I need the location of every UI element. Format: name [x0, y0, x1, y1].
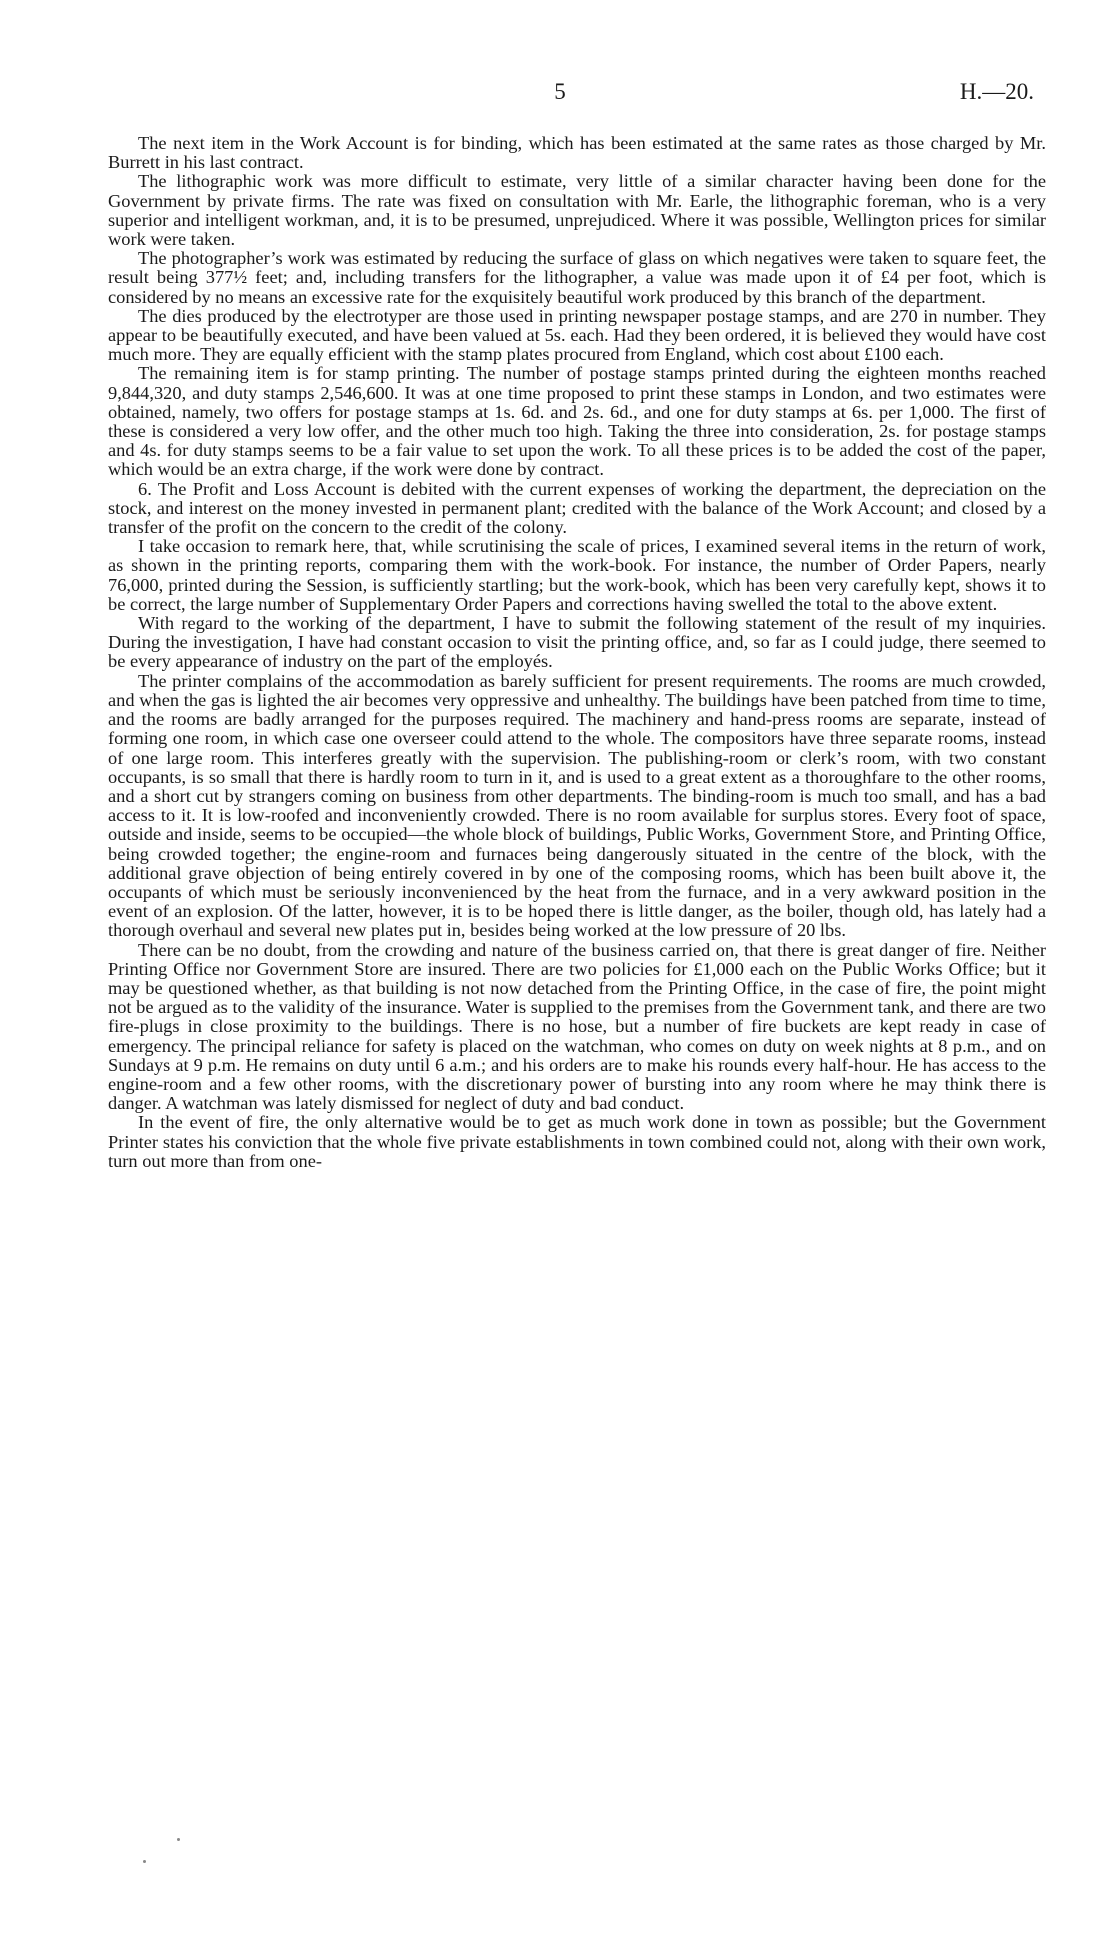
paragraph-binding: The next item in the Work Account is for binding, which has been estimated at the same rates as those charged by Mr. Burrett in his last contract. [108, 133, 1046, 173]
paragraph-lithographic: The lithographic work was more difficult to estimate, very little of a similar character having been done for the Government by private firms. The rate was fixed on consultation with Mr. Earle, the lithographic foreman, who is a very superior and intelligent workman, and, it is to be presumed, unprejudiced. Where it was possible, Wellington prices for similar work were taken. [108, 171, 1046, 250]
paragraph-working-of-department: With regard to the working of the department, I have to submit the following statement of the result of my inquiries. During the investigation, I have had constant occasion to visit the printing office, and, so far as I could judge, there seemed to be every appearance of industry on the part of the employés. [108, 613, 1046, 672]
body-text [108, 134, 1046, 1171]
paragraph-stamp-printing: The remaining item is for stamp printing. The number of postage stamps printed during the eighteen months reached 9,844,320, and duty stamps 2,546,600. It was at one time proposed to print these stamps in London, and two estimates were obtained, namely, two offers for postage stamps at 1s. 6d. and 2s. 6d., and one for duty stamps at 6s. per 1,000. The first of these is considered a very low offer, and the other much too high. Taking the three into consideration, 2s. for postage stamps and 4s. for duty stamps seems to be a fair value to set upon the work. To all these prices is to be added the cost of the paper, which would be an extra charge, if the work were done by contract. [108, 363, 1046, 480]
speck-mark [177, 1838, 180, 1841]
paragraph-fire-danger: There can be no doubt, from the crowding and nature of the business carried on, that there is great danger of fire. Neither Printing Office nor Government Store are insured. There are two policies for £1,000 each on the Public Works Office; but it may be questioned whether, as that building is not now detached from the Printing Office, in the case of fire, the point might not be argued as to the validity of the insurance. Water is supplied to the premises from the Government tank, and there are two fire-plugs in close proximity to the buildings. There is no hose, but a number of fire buckets are kept ready in case of emergency. The principal reliance for safety is placed on the watchman, who comes on duty on week nights at 8 p.m., and on Sundays at 9 p.m. He remains on duty until 6 a.m.; and his orders are to make his rounds every half-hour. He has access to the engine-room and a few other rooms, with the discretionary power of bursting into any room where he may think there is danger. A watchman was lately dismissed for neglect of duty and bad conduct. [108, 939, 1046, 1114]
speck-mark [143, 1860, 146, 1863]
paragraph-scale-of-prices: I take occasion to remark here, that, while scrutinising the scale of prices, I examined several items in the return of work, as shown in the printing reports, comparing them with the work-book. For instance, the number of Order Papers, nearly 76,000, printed during the Session, is sufficiently startling; but the work-book, which has been very carefully kept, shows it to be correct, the large number of Supplementary Order Papers and corrections having swelled the total to the above extent. [108, 536, 1046, 614]
paragraph-electrotyper: The dies produced by the electrotyper are those used in printing newspaper postage stamps, and are 270 in number. They appear to be beautifully executed, and have been valued at 5s. each. Had they been ordered, it is believed they would have cost much more. They are equally efficient with the stamp plates procured from England, which cost about £100 each. [108, 305, 1046, 365]
paragraph-profit-loss: 6. The Profit and Loss Account is debited with the current expenses of working the department, the depreciation on the stock, and interest on the money invested in permanent plant; credited with the balance of the Work Account; and closed by a transfer of the profit on the concern to the credit of the colony. [108, 478, 1046, 538]
page-number: 5 [554, 79, 566, 104]
document-code: H.—20. [959, 79, 1034, 104]
paragraph-photographer: The photographer’s work was estimated by reducing the surface of glass on which negatives were taken to square feet, the result being 377½ feet; and, including transfers for the lithographer, a value was made upon it of £4 per foot, which is considered by no means an excessive rate for the exquisitely beautiful work produced by this branch of the department. [108, 248, 1046, 307]
paragraph-event-of-fire: In the event of fire, the only alternative would be to get as much work done in town as possible; but the Government Printer states his conviction that the whole five private establishments in town combined could not, along with their own work, turn out more than from one- [108, 1112, 1046, 1171]
paragraph-accommodation: The printer complains of the accommodation as barely sufficient for present requirements. The rooms are much crowded, and when the gas is lighted the air becomes very oppressive and unhealthy. The buildings have been patched from time to time, and the rooms are badly arranged for the purposes required. The machinery and hand-press rooms are separate, instead of forming one room, in which case one overseer could attend to the whole. The compositors have three separate rooms, instead of one large room. This interferes greatly with the supervision. The publishing-room or clerk’s room, with two constant occupants, is so small that there is hardly room to turn in it, and is used to a great extent as a thoroughfare to the other rooms, and a short cut by strangers coming on business from other departments. The binding-room is much too small, and has a bad access to it. It is low-roofed and inconveniently crowded. There is no room available for surplus stores. Every foot of space, outside and inside, seems to be occupied—the whole block of buildings, Public Works, Government Store, and Printing Office, being crowded together; the engine-room and furnaces being dangerously situated in the centre of the block, with the additional grave objection of being entirely covered in by one of the composing rooms, which has been built above it, the occupants of which must be seriously inconvenienced by the heat from the furnace, and in a very awkward position in the event of an explosion. Of the latter, however, it is to be hoped there is little danger, as the boiler, though old, has lately had a thorough overhaul and several new plates put in, besides being worked at the low pressure of 20 lbs. [108, 670, 1046, 941]
